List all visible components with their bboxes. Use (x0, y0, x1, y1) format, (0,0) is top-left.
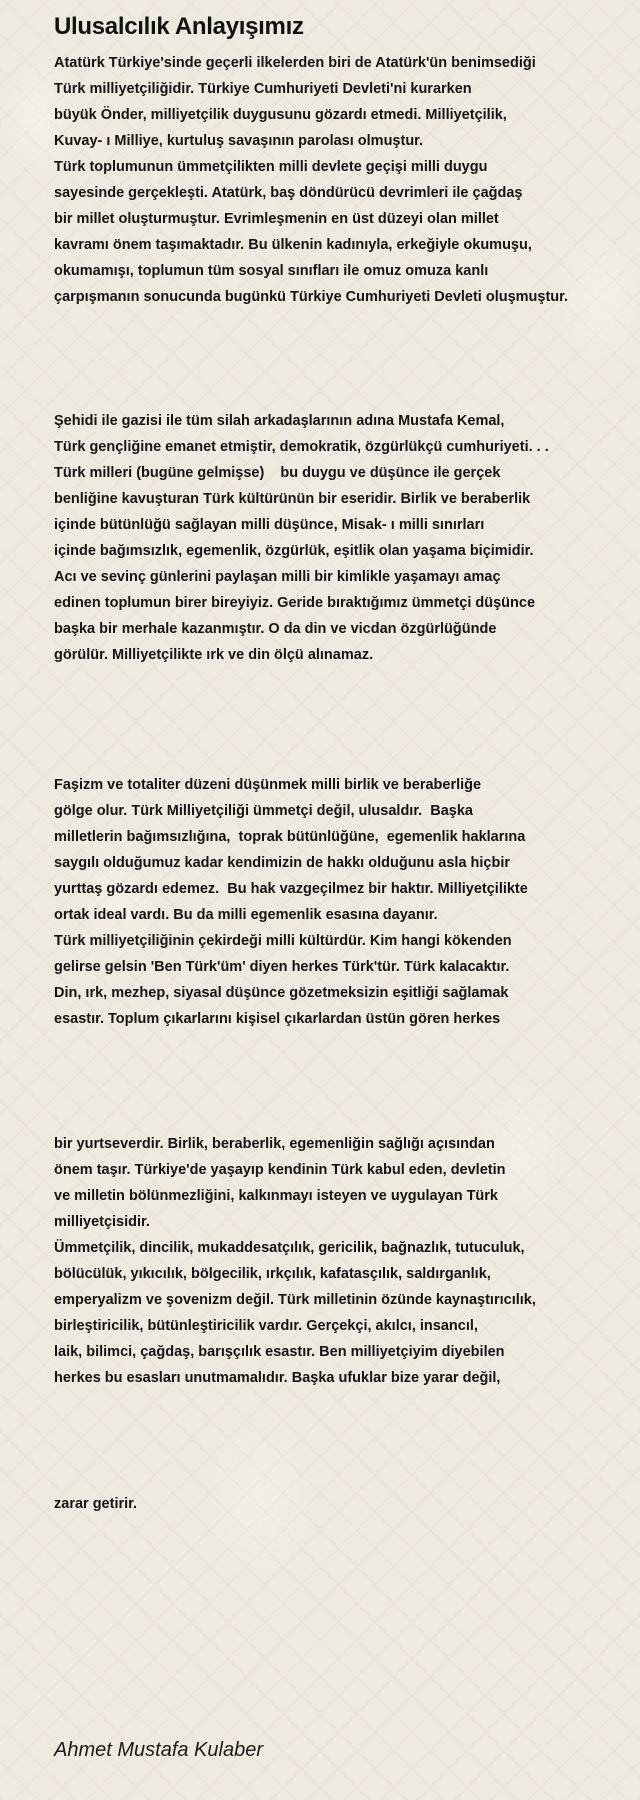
author-signature: Ahmet Mustafa Kulaber (54, 1739, 263, 1761)
paragraph-1: Atatürk Türkiye'sinde geçerli ilkelerden biri de Atatürk'ün benimsediği Türk milliyetçiliğidir. Türkiye Cumhuriyeti Devleti'ni kurarken büyük Önder, milliyetçilik duygusunu gözardı etmedi. Milliyetçilik, Kuvay- ı Milliye, kurtuluş savaşının parolası olmuştur. Türk toplumunun ümmetçilikten milli devlete geçişi milli duygu sayesinde gerçekleşti. Atatürk, baş döndürücü devrimleri ile çağdaş bir millet oluşturmuştur. Evrimleşmenin en üst düzeyi olan millet kavramı önem taşımaktadır. Bu ülkenin kadınıyla, erkeğiyle okumuşu, okumamışı, toplumun tüm sosyal sınıfları ile omuz omuza kanlı çarpışmanın sonucunda bugünkü Türkiye Cumhuriyeti Devleti oluşmuştur. (54, 55, 569, 305)
paragraph-5: zarar getirir. (54, 1496, 138, 1512)
paragraph-4: bir yurtseverdir. Birlik, beraberlik, egemenliğin sağlığı açısından önem taşır. Türkiye'de yaşayıp kendinin Türk kabul eden, devletin ve milletin bölünmezliğini, kalkınmayı isteyen ve uygulayan Türk milliyetçisidir. Ümmetçilik, dincilik, mukaddesatçılık, gericilik, bağnazlık, tutuculuk, bölücülük, yıkıcılık, bölgecilik, ırkçılık, kafatasçılık, saldırganlık, emperyalizm ve şovenizm değil. Türk milletinin özünde kaynaştırıcılık, birleştiricilik, bütünleştiricilik vardır. Gerçekçi, akılcı, insancıl, laik, bilimci, çağdaş, barışçılık esastır. Ben milliyetçiyim diyebilen herkes bu esasları unutmamalıdır. Başka ufuklar bize yarar değil, (54, 1136, 536, 1386)
paragraph-2: Şehidi ile gazisi ile tüm silah arkadaşlarının adına Mustafa Kemal, Türk gençliğine emanet etmiştir, demokratik, özgürlükçü cumhuriyeti. . . Türk milleri (bugüne gelmişse) bu duygu ve düşünce ile gerçek benliğine kavuşturan Türk kültürünün bir eseridir. Birlik ve beraberlik içinde bütünlüğü sağlayan milli düşünce, Misak- ı milli sınırları içinde bağımsızlık, egemenlik, özgürlük, eşitlik olan yaşama biçimidir. Acı ve sevinç günlerini paylaşan milli bir kimlikle yaşamayı amaç edinen toplumun birer bireyiyiz. Geride bıraktığımız ümmetçi düşünce başka bir merhale kazanmıştır. O da din ve vicdan özgürlüğünde görülür. Milliyetçilikte ırk ve din ölçü alınamaz. (54, 413, 549, 663)
page-title: Ulusalcılık Anlayışımız (54, 13, 304, 40)
paragraph-3: Faşizm ve totaliter düzeni düşünmek milli birlik ve beraberliğe gölge olur. Türk Milliyetçiliği ümmetçi değil, ulusaldır. Başka milletlerin bağımsızlığına, toprak bütünlüğüne, egemenlik haklarına saygılı olduğumuz kadar kendimizin de hakkı olduğunu asla hiçbir yurttaş gözardı edemez. Bu hak vazgeçilmez bir haktır. Milliyetçilikte ortak ideal vardı. Bu da milli egemenlik esasına dayanır. Türk milliyetçiliğinin çekirdeği milli kültürdür. Kim hangi kökenden gelirse gelsin 'Ben Türk'üm' diyen herkes Türk'tür. Türk kalacaktır. Din, ırk, mezhep, siyasal düşünce gözetmeksizin eşitliği sağlamak esastır. Toplum çıkarlarını kişisel çıkarlardan üstün gören herkes (54, 777, 528, 1027)
